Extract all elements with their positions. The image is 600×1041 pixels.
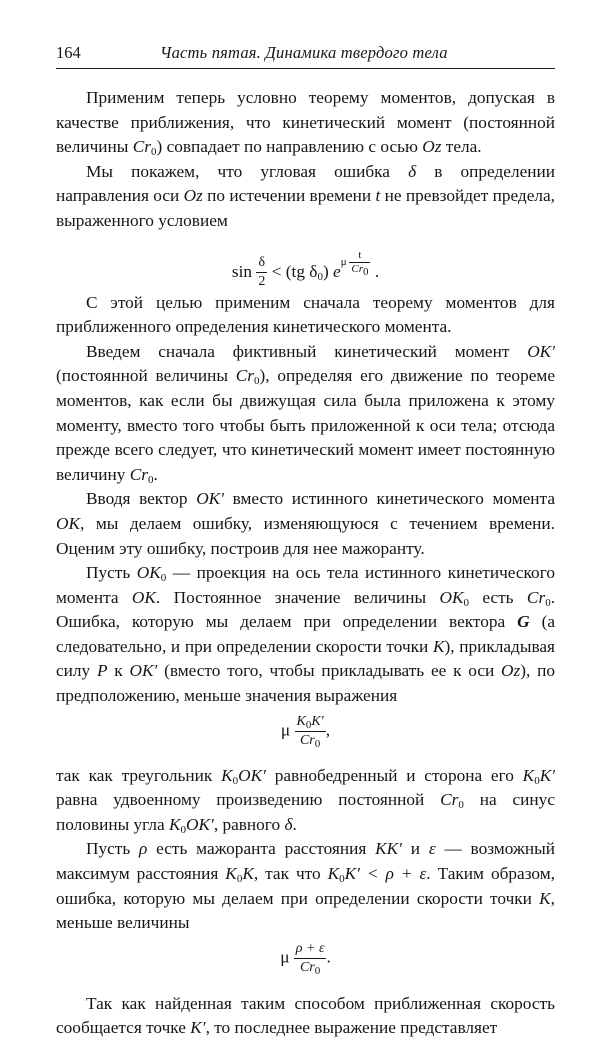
fraction-rho-eps-over-cr0: $\frac{\rho + \varepsilon}{Cr_0}$ (295, 940, 325, 977)
page-body (56, 86, 555, 1041)
paragraph-1: Применим теперь условно теорему моментов, допуская в качестве приближения, что кинетический момент (постоянной величины $Cr_0$) совпадает по направлению с осью Oz тела. (56, 88, 555, 159)
fraction-delta-half: $\frac{\delta}{2}$ (258, 255, 266, 290)
fraction-k0k-over-cr0: $\frac{K_0K'}{Cr_0}$ (296, 713, 324, 750)
paragraph-7: так как треугольник $K_0OK'$ равнобедренный и сторона его $K_0K'$ равна удвоенному произведению постоянной $Cr_0$ на синус половины угла $K_0OK'$, равного δ. (56, 765, 555, 836)
paragraph-6: Пусть $OK_0$ — проекция на ось тела истинного кинетического момента OK. Постоянное значение величины $OK_0$ есть $Cr_0$. Ошибка, которую мы делаем при определении вектора G (а следовательно, и при определении скорости точки K), прикладывая силу P к OK′ (вместо того, чтобы прикладывать ее к оси Oz), по предположению, меньше значения выражения (56, 563, 556, 706)
paragraph-2: Мы покажем, что угловая ошибка δ в определении направления оси Oz по истечении времени t не превзойдет предела, выраженного условием (56, 161, 555, 230)
formula-error-rho-eps: μ $\frac{\rho + \varepsilon}{Cr_0}$ . (280, 940, 331, 977)
running-title: Часть пятая. Динамика твердого тела (160, 43, 448, 62)
paragraph-8: Пусть ρ есть мажоранта расстояния KK′ и ε — возможный максимум расстояния $K_0K$, так что $K_0K' < \rho + \varepsilon$. Таким образом, ошибка, которую мы делаем при определении скорости точки K, меньше величины (56, 839, 556, 933)
formula-angular-error-bound: sin $\frac{\delta}{2}$ < (tg $\delta_0$) $e^{\mu \frac{t}{Cr_0}}$ . (231, 248, 380, 290)
page-header (56, 41, 556, 67)
paragraph-4: Введем сначала фиктивный кинетический момент OK′ (постоянной величины $Cr_0$), определяя его движение по теореме моментов, как если бы движущая сила была приложена к этому моменту, вместо того чтобы быть приложенной к оси тела; отсюда прежде всего следует, что кинетический момент имеет постоянную величину $Cr_0$. (56, 341, 555, 486)
header-rule (56, 68, 555, 69)
paragraph-3: С этой целью применим сначала теорему моментов для приближенного определения кинетического момента. (56, 292, 555, 337)
page-number: 164 (56, 43, 81, 62)
paragraph-5: Вводя вектор OK′ вместо истинного кинетического момента OK, мы делаем ошибку, изменяющуюся с течением времени. Оценим эту ошибку, построив для нее мажоранту. (56, 489, 555, 558)
formula-error-k0k: μ $\frac{K_0K'}{Cr_0}$ , (280, 713, 331, 750)
paragraph-9: Так как найденная таким способом приближенная скорость сообщается точке K′, то последнее выражение представляет (56, 993, 555, 1038)
